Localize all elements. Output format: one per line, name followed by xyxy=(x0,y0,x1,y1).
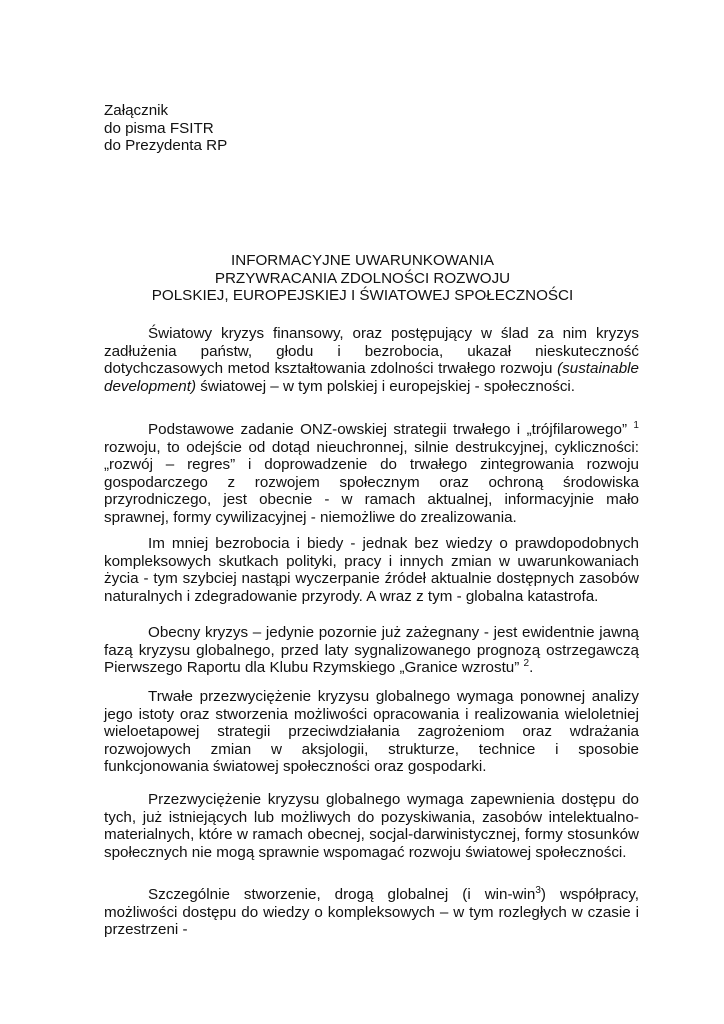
footnote-ref-3[interactable]: 3 xyxy=(535,885,541,896)
footnote-ref-1[interactable]: 1 xyxy=(633,420,639,431)
paragraph-7-text-b: ) współpracy, możliwości dostępu do wiedzy o kompleksowych – w tym rozległych w czasie i przestrzeni - xyxy=(104,886,640,938)
paragraph-1 xyxy=(104,325,639,395)
paragraph-7-text-a: Szczególnie stworzenie, drogą globalnej (i win-win xyxy=(148,886,536,903)
paragraph-4-text-a: Obecny kryzys – jedynie pozornie już zażegnany - jest ewidentnie jawną fazą kryzysu globalnego, przed laty sygnalizowanego prognozą ostrzegawczą Pierwszego Raportu dla Klubu Rzymskiego „Granice wzrostu” xyxy=(104,624,639,676)
attachment-header xyxy=(104,102,227,155)
paragraph-2-text-b: rozwoju, to odejście od dotąd nieuchronnej, silnie destrukcyjnej, cykliczności: „rozwój – regres” i doprowadzenie do trwałego zintegrowania rozwoju gospodarczego z rozwojem społecznym oraz ochroną środowiska przyrodniczego, jest obecnie - w ramach aktualnej, informacyjnie mało sprawnej, formy cywilizacyjnej - niemożliwe do zrealizowania. xyxy=(104,438,639,526)
title-line-3: POLSKIEJ, EUROPEJSKIEJ I ŚWIATOWEJ SPOŁECZNOŚCI xyxy=(151,287,574,304)
paragraph-7 xyxy=(104,886,639,939)
paragraph-3 xyxy=(104,535,639,605)
paragraph-5 xyxy=(104,688,639,776)
footnote-ref-2[interactable]: 2 xyxy=(523,658,530,669)
paragraph-6-text: Przezwyciężenie kryzysu globalnego wymaga zapewnienia dostępu do tych, już istniejących lub możliwych do pozyskiwania, zasobów intelektualno-materialnych, które w ramach obecnej, socjal-darwinistycznej, formy stosunków społecznych nie mogą sprawnie wspomagać rozwoju światowej społeczności. xyxy=(104,791,639,861)
paragraph-1-text-b: światowej – w tym polskiej i europejskiej - społeczności. xyxy=(196,377,576,395)
paragraph-1-text-a: Światowy kryzys finansowy, oraz postępujący w ślad za nim kryzys zadłużenia państw, głodu i bezrobocia, ukazał nieskuteczność dotychczasowych metod kształtowania zdolności trwałego rozwoju xyxy=(104,325,639,377)
paragraph-4 xyxy=(104,624,639,677)
paragraph-3-text: Im mniej bezrobocia i biedy - jednak bez wiedzy o prawdopodobnych kompleksowych skutkach polityki, pracy i innych zmian w uwarunkowaniach życia - tym szybciej nastąpi wyczerpanie źródeł aktualnie dostępnych zasobów naturalnych i zdegradowanie przyrody. A wraz z tym - globalna katastrofa. xyxy=(104,535,639,605)
paragraph-2 xyxy=(104,421,639,526)
header-line-recipient: do Prezydenta RP xyxy=(104,137,228,154)
paragraph-4-text-b: . xyxy=(529,659,534,676)
title-line-2: PRZYWRACANIA ZDOLNOŚCI ROZWOJU xyxy=(214,269,511,287)
paragraph-5-text: Trwałe przezwyciężenie kryzysu globalnego wymaga ponownej analizy jego istoty oraz stworzenia możliwości opracowania i realizowania wieloletniej wieloetapowej strategii przeciwdziałania zagrożeniom oraz wdrażania rozwojowych zmian w aksjologii, strukturze, technice i sposobie funkcjonowania światowej społeczności oraz gospodarki. xyxy=(104,688,639,775)
paragraph-1-italic-term: (sustainable development) xyxy=(104,360,639,395)
paragraph-6 xyxy=(104,791,639,861)
title-line-1: INFORMACYJNE UWARUNKOWANIA xyxy=(231,252,494,269)
header-line-attachment: Załącznik xyxy=(104,102,169,119)
paragraph-2-text-a: Podstawowe zadanie ONZ-owskiej strategii trwałego i „trójfilarowego” xyxy=(148,421,628,438)
document-title xyxy=(104,252,621,305)
header-line-letter: do pisma FSITR xyxy=(104,119,214,137)
